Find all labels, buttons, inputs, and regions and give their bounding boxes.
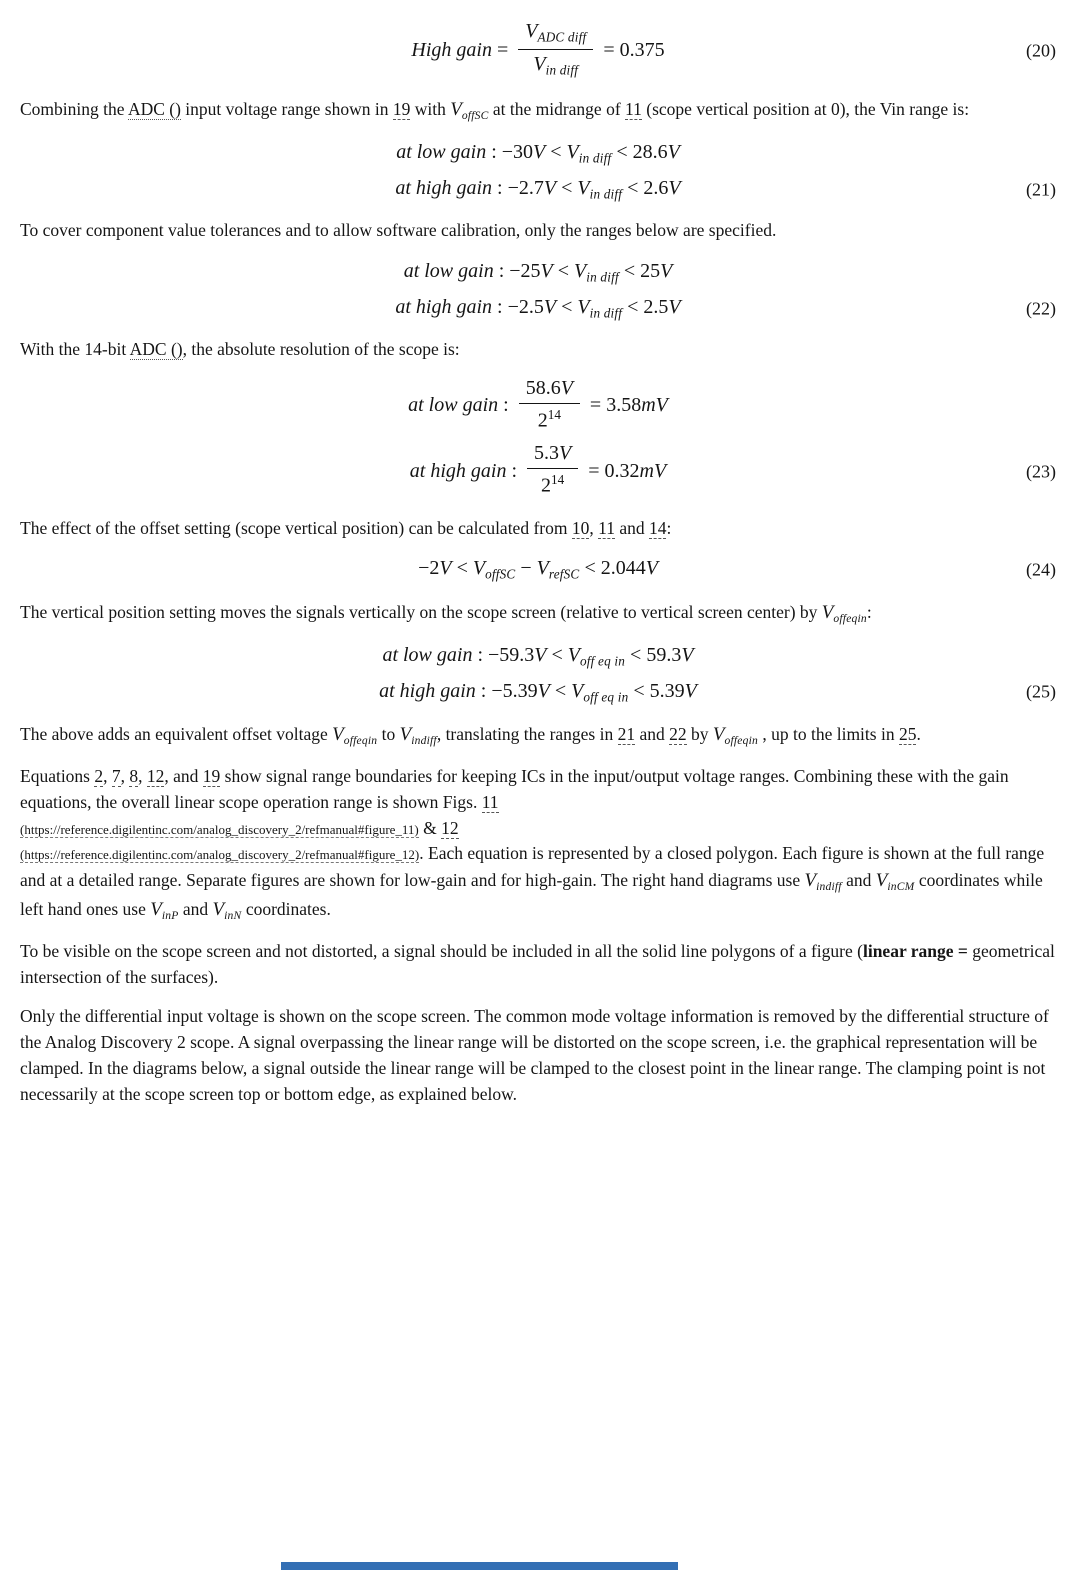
equation-content [408,377,668,432]
math-variable: V [821,601,834,623]
link-adc[interactable]: ADC () [127,99,181,120]
math-variable: V [668,176,681,199]
math-variable: V [577,295,590,318]
text-segment: Equations [20,766,95,787]
math-variable: V [150,899,162,921]
math-subscript: refSC [548,566,580,582]
text-segment: : −2.7 [492,176,544,199]
math-variable: V [567,643,581,666]
equation-content [411,20,665,78]
math-variable: V [533,141,546,164]
text-segment: & [418,817,442,838]
text-segment: < [545,141,567,164]
text-segment: : [506,459,523,482]
text-segment: = 3.58 [584,394,642,417]
text-segment: , [138,766,147,787]
paragraph [20,218,1056,244]
math-variable: mV [639,459,667,482]
text-segment: and [178,899,213,920]
paragraph [20,516,1056,542]
math-variable: at high gain [395,295,493,318]
text-segment: : −25 [493,260,541,283]
paragraph [20,96,1056,125]
equation-number: (23) [1026,461,1056,482]
equation-line [20,644,1056,670]
fraction-numerator [519,377,580,404]
math-variable: V [571,679,584,702]
equation-content [396,141,680,166]
math-variable: V [450,99,462,121]
math-subscript: in diff [586,269,619,285]
text-segment: coordinates. [241,899,331,920]
text-segment: , up to the limits in [757,724,899,745]
paragraph [20,939,1056,990]
math-subscript: offeqin [724,735,758,748]
text-segment: With the 14-bit [20,339,130,360]
text-segment: Combining the [20,99,128,120]
math-variable: at high gain [379,679,476,702]
equation-block [20,22,1056,80]
fraction [519,377,580,432]
equation-block [20,260,1056,321]
link-7[interactable]: 7 [111,766,121,787]
fraction [518,20,593,78]
equation-number: (25) [1026,681,1056,702]
text-segment: < 28.6 [611,141,668,164]
equation-line [20,22,1056,80]
text-segment: < [552,260,575,283]
url-link[interactable]: (https://reference.digilentinc.com/analog_discovery_2/refmanual#figure_12) [20,847,420,863]
link-19[interactable]: 19 [202,766,221,787]
math-superscript: 14 [547,407,561,423]
text-segment: To be visible on the scope screen and not distorted, a signal should be included in all the solid line polygons of a figure ( [20,941,863,962]
math-subscript: in diff [589,305,623,321]
link-11[interactable]: 11 [625,99,642,120]
equation-content [395,295,681,321]
fraction-numerator [518,20,593,50]
text-segment: < 59.3 [625,643,682,666]
math-variable: at high gain [395,176,493,199]
text-segment: input voltage range shown in [180,99,393,120]
text-segment: (scope vertical position at 0), the Vin range is: [641,99,970,120]
equation-block [20,141,1056,202]
link-8[interactable]: 8 [129,766,139,787]
math-variable: V [804,870,817,892]
text-segment: < [451,557,473,580]
math-variable: V [667,141,680,164]
text-segment: with [410,99,451,120]
text-segment: , [103,766,112,787]
text-segment: < 2.6 [622,176,669,199]
equation-content [379,679,697,705]
fraction-denominator [519,404,580,432]
math-variable: V [540,260,553,283]
text-segment: 5.3 [534,442,560,465]
text-segment: = 0.375 [598,38,665,61]
text-segment: , the absolute resolution of the scope is: [182,339,460,360]
math-variable: V [543,176,557,199]
math-variable: High gain [411,38,492,61]
math-variable: V [559,442,572,465]
text-segment: The above adds an equivalent offset voltage [20,724,333,745]
math-variable: at low gain [403,260,494,283]
math-subscript: offSC [485,566,516,582]
math-variable: at low gain [408,394,499,417]
link-14[interactable]: 14 [648,517,667,538]
link-11[interactable]: 11 [481,791,499,812]
text-segment: < 25 [618,260,661,283]
equation-number: (20) [1026,40,1056,61]
text-segment: 2 [537,409,548,432]
paragraph [20,764,1056,925]
math-subscript: inP [161,910,179,923]
link-adc[interactable]: ADC () [129,339,183,360]
equation-content [418,557,658,582]
math-variable: V [560,377,573,400]
link-2[interactable]: 2 [94,766,104,787]
text-segment: The effect of the offset setting (scope vertical position) can be calculated from [20,517,572,538]
text-segment: . [916,724,921,745]
math-subscript: in diff [545,62,579,78]
math-variable: V [660,260,673,283]
fraction-numerator [527,442,578,469]
equation-content [382,643,694,669]
equation-content [395,176,681,202]
math-variable: V [534,643,547,666]
math-variable: V [712,724,725,746]
math-subscript: offeqin [343,735,378,748]
equation-number: (24) [1026,559,1056,580]
text-segment: < [546,643,568,666]
text-segment: < [556,295,578,318]
math-variable: V [566,141,579,164]
text-segment: Only the differential input voltage is shown on the scope screen. The common mode voltage information is removed by the differential structure of the Analog Discovery 2 scope. A signal overpassing the linear range will be distorted on the scope screen, i.e. the graphical representation will be clamped. In the diagrams below, a signal outside the linear range will be clamped to the closest point in the linear range. The clamping point is not necessarily at the scope screen top or bottom edge, as explained below. [20,1006,1049,1104]
math-subscript: ADC diff [537,29,587,45]
math-subscript: offSC [461,110,489,123]
math-variable: V [212,899,225,921]
link-12[interactable]: 12 [441,817,459,838]
math-superscript: 14 [551,472,565,488]
math-subscript: indiff [411,735,437,748]
text-segment: : −2.5 [492,295,544,318]
math-subscript: in diff [578,150,612,166]
text-segment: and [841,870,876,891]
math-subscript: offeqin [833,612,867,625]
math-subscript: off eq in [580,653,626,669]
equation-line [20,260,1056,286]
text-segment: at the midrange of [488,99,626,120]
text-segment: . Each equation is represented by a closed polygon. Each figure is shown at the full range and at a detailed range. Separate figures are shown for low-gain and for high-gain. The right hand diagrams use [20,843,1045,891]
math-subscript: indiff [816,881,842,894]
text-segment: , [589,517,599,538]
paragraph [20,1004,1056,1107]
link-25[interactable]: 25 [898,724,917,745]
math-subscript: inN [224,910,242,923]
math-subscript: off eq in [583,689,629,705]
math-subscript: in diff [589,186,623,202]
text-segment: : [666,517,672,538]
text-segment: 2 [541,474,552,497]
text-segment: to [377,724,400,745]
equation-block [20,557,1056,583]
math-variable: V [472,557,486,580]
fraction-denominator [527,469,578,497]
equation-line [20,379,1056,434]
fraction-denominator [518,50,593,79]
text-segment: To cover component value tolerances and to allow software calibration, only the ranges below are specified. [20,220,777,241]
text-segment: , translating the ranges in [436,724,618,745]
link-12[interactable]: 12 [146,766,165,787]
equation-block [20,379,1056,500]
text-segment: − [515,557,537,580]
math-variable: V [525,20,538,42]
math-variable: V [439,557,452,580]
link-10[interactable]: 10 [571,517,590,538]
math-variable: V [536,557,549,580]
math-variable: V [681,643,694,666]
link-21[interactable]: 21 [617,724,636,745]
text-segment: −2 [418,557,440,580]
text-segment: : [866,601,872,622]
equation-line [20,557,1056,583]
text-segment: geometrical intersection of the surfaces). [20,941,1055,987]
text-segment: and [635,724,670,745]
math-variable: V [645,557,658,580]
math-variable: V [332,724,344,746]
text-segment: < [549,679,572,702]
equation-block [20,644,1056,705]
url-link[interactable]: (https://reference.digilentinc.com/analog_discovery_2/refmanual#figure_11) [20,821,419,837]
text-segment: , [120,766,130,787]
math-variable: at low gain [382,643,473,666]
equation-line [20,141,1056,167]
text-segment: = [491,38,514,61]
equation-content [409,442,667,497]
math-subscript: inCM [887,881,915,894]
math-variable: V [533,52,546,75]
math-variable: V [537,679,550,702]
math-variable: at low gain [396,141,487,164]
text-segment: : −5.39 [475,679,538,702]
paragraph [20,337,1056,363]
paragraph [20,721,1056,750]
math-variable: V [684,679,697,702]
link-19[interactable]: 19 [392,99,411,120]
text-segment: and [614,517,649,538]
text-segment: < [556,176,578,199]
paragraph [20,599,1056,628]
equation-line [20,444,1056,499]
text-segment: The vertical position setting moves the signals vertically on the scope screen (relative to vertical screen center) by [20,601,822,622]
link-11[interactable]: 11 [598,517,615,538]
text-segment: < 5.39 [628,679,685,702]
text-segment: by [686,724,713,745]
math-variable: at high gain [409,459,507,482]
text-segment: , and [164,766,203,787]
bold-text: linear range = [862,941,968,962]
text-segment: coordinates while left hand ones use [20,870,1043,920]
equation-line [20,296,1056,322]
equation-line [20,177,1056,203]
text-segment: 58.6 [525,377,561,400]
math-variable: V [399,724,412,746]
text-segment: show signal range boundaries for keeping ICs in the input/output voltage ranges. Combining these with the gain equations, the overall linear scope operation range is shown Figs. [20,766,1009,812]
math-variable: V [577,176,590,199]
partial-window-top-bar[interactable] [281,1562,678,1570]
equation-number: (21) [1026,179,1056,200]
text-segment: < 2.044 [579,557,646,580]
math-variable: mV [641,394,668,417]
math-variable: V [543,295,557,318]
fraction [527,442,578,497]
text-segment: : −30 [486,141,534,164]
equation-number: (22) [1026,298,1056,319]
text-segment: : −59.3 [472,643,535,666]
text-segment: : [498,394,514,417]
equation-content [403,260,673,285]
math-variable: V [574,260,587,283]
math-variable: V [668,295,681,318]
text-segment: < 2.5 [622,295,669,318]
math-variable: V [875,870,888,892]
link-22[interactable]: 22 [669,724,687,745]
text-segment: = 0.32 [583,459,640,482]
equation-line [20,680,1056,706]
